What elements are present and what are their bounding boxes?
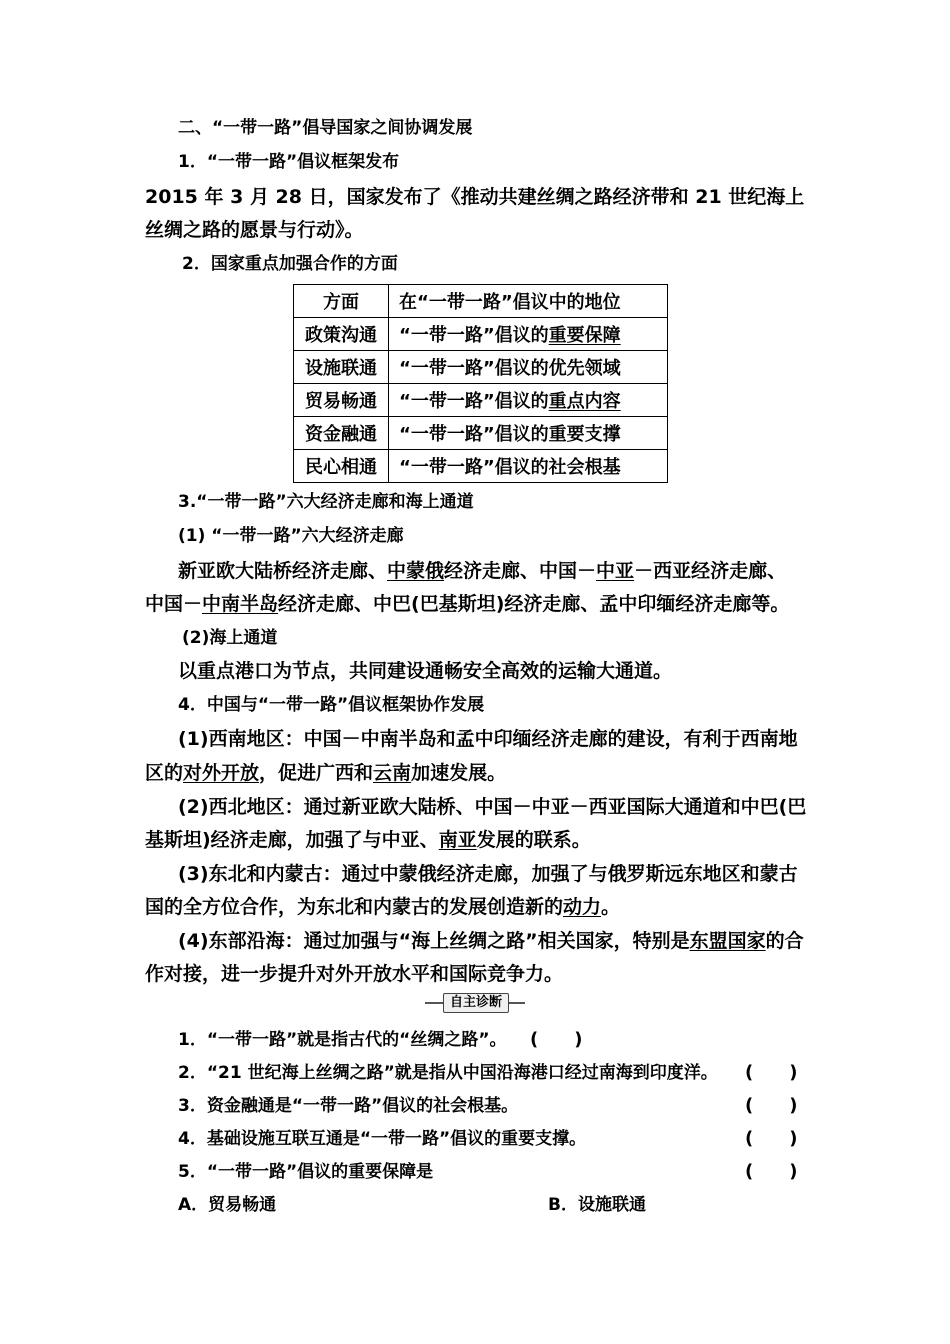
answer-paren[interactable]: ( ) bbox=[530, 1029, 583, 1050]
table-cell-aspect: 民心相通 bbox=[294, 450, 389, 483]
table-cell-aspect: 政策沟通 bbox=[294, 318, 389, 351]
role-prefix: “一带一路”倡议的 bbox=[399, 325, 549, 346]
self-diagnosis-badge bbox=[425, 993, 525, 1013]
table-header: 在“一带一路”倡议中的地位 bbox=[389, 285, 668, 318]
option-a[interactable]: A．贸易畅通 bbox=[178, 1195, 277, 1215]
role-keyword: 优先领域 bbox=[548, 358, 621, 379]
answer-paren[interactable]: ( ) bbox=[745, 1095, 798, 1116]
diagnosis-item: 2．“21 世纪海上丝绸之路”就是指从中国沿海港口经过南海到印度洋。 bbox=[178, 1063, 718, 1083]
answer-paren[interactable]: ( ) bbox=[745, 1161, 798, 1182]
role-keyword: 重点内容 bbox=[548, 391, 621, 412]
table-cell-role bbox=[389, 417, 668, 450]
answer-paren[interactable]: ( ) bbox=[745, 1128, 798, 1149]
cooperation-table bbox=[293, 284, 668, 483]
table-cell-aspect: 资金融通 bbox=[294, 417, 389, 450]
northwest-line-2: 基斯坦)经济走廊，加强了与中亚、南亚发展的联系。 bbox=[145, 829, 591, 851]
table-cell-role bbox=[389, 384, 668, 417]
role-keyword: 重要保障 bbox=[548, 325, 621, 346]
southwest-line-2: 区的对外开放，促进广西和云南加速发展。 bbox=[145, 762, 507, 784]
table-row bbox=[294, 417, 668, 450]
role-prefix: “一带一路”倡议的 bbox=[399, 424, 549, 445]
table-cell-role bbox=[389, 318, 668, 351]
southwest-line-1: (1)西南地区：中国－中南半岛和孟中印缅经济走廊的建设，有利于西南地 bbox=[178, 728, 798, 750]
table-row bbox=[294, 318, 668, 351]
eastcoast-line-2: 作对接，进一步提升对外开放水平和国际竞争力。 bbox=[145, 963, 564, 985]
table-cell-aspect: 贸易畅通 bbox=[294, 384, 389, 417]
subheading-3-1: (1) “一带一路”六大经济走廊 bbox=[178, 526, 404, 546]
role-prefix: “一带一路”倡议的 bbox=[399, 391, 549, 412]
paragraph-1-line-2: 丝绸之路的愿景与行动》。 bbox=[145, 219, 364, 241]
diagnosis-item: 3．资金融通是“一带一路”倡议的社会根基。 bbox=[178, 1096, 519, 1116]
northeast-line-2: 国的全方位合作，为东北和内蒙古的发展创造新的动力。 bbox=[145, 896, 621, 918]
diagnosis-item: 5．“一带一路”倡议的重要保障是 bbox=[178, 1162, 434, 1182]
subheading-3-2: (2)海上通道 bbox=[182, 628, 278, 648]
table-header-row bbox=[294, 285, 668, 318]
answer-paren[interactable]: ( ) bbox=[745, 1062, 798, 1083]
role-keyword: 重要支撑 bbox=[548, 424, 621, 445]
role-prefix: “一带一路”倡议的 bbox=[399, 358, 549, 379]
sea-route-line: 以重点港口为节点，共同建设通畅安全高效的运输大通道。 bbox=[178, 660, 673, 682]
self-diagnosis-label: 自主诊断 bbox=[443, 993, 509, 1013]
diagnosis-item: 1．“一带一路”就是指古代的“丝绸之路”。 bbox=[178, 1030, 507, 1050]
table-header: 方面 bbox=[294, 285, 389, 318]
role-prefix: “一带一路”倡议的 bbox=[399, 457, 549, 478]
section-title: 二、“一带一路”倡导国家之间协调发展 bbox=[178, 118, 473, 138]
table-cell-role bbox=[389, 450, 668, 483]
northwest-line-1: (2)西北地区：通过新亚欧大陆桥、中国－中亚－西亚国际大通道和中巴(巴 bbox=[178, 796, 807, 818]
table-row bbox=[294, 384, 668, 417]
table-cell-role bbox=[389, 351, 668, 384]
eastcoast-line-1: (4)东部沿海：通过加强与“海上丝绸之路”相关国家，特别是东盟国家的合 bbox=[178, 930, 804, 952]
subheading-1: 1．“一带一路”倡议框架发布 bbox=[178, 152, 400, 172]
corridor-line-1: 新亚欧大陆桥经济走廊、中蒙俄经济走廊、中国－中亚－西亚经济走廊、 bbox=[178, 560, 787, 582]
table-cell-aspect: 设施联通 bbox=[294, 351, 389, 384]
role-keyword: 社会根基 bbox=[548, 457, 621, 478]
table-row bbox=[294, 450, 668, 483]
subheading-4: 4．中国与“一带一路”倡议框架协作发展 bbox=[178, 695, 485, 715]
option-b[interactable]: B．设施联通 bbox=[548, 1195, 646, 1215]
paragraph-1-line-1: 2015 年 3 月 28 日，国家发布了《推动共建丝绸之路经济带和 21 世纪海上 bbox=[145, 186, 805, 208]
northeast-line-1: (3)东北和内蒙古：通过中蒙俄经济走廊，加强了与俄罗斯远东地区和蒙古 bbox=[178, 863, 798, 885]
subheading-2: 2．国家重点加强合作的方面 bbox=[182, 254, 398, 274]
diagnosis-item: 4．基础设施互联互通是“一带一路”倡议的重要支撑。 bbox=[178, 1129, 587, 1149]
table-row bbox=[294, 351, 668, 384]
corridor-line-2: 中国－中南半岛经济走廊、中巴(巴基斯坦)经济走廊、孟中印缅经济走廊等。 bbox=[145, 593, 790, 615]
subheading-3: 3.“一带一路”六大经济走廊和海上通道 bbox=[178, 492, 474, 512]
